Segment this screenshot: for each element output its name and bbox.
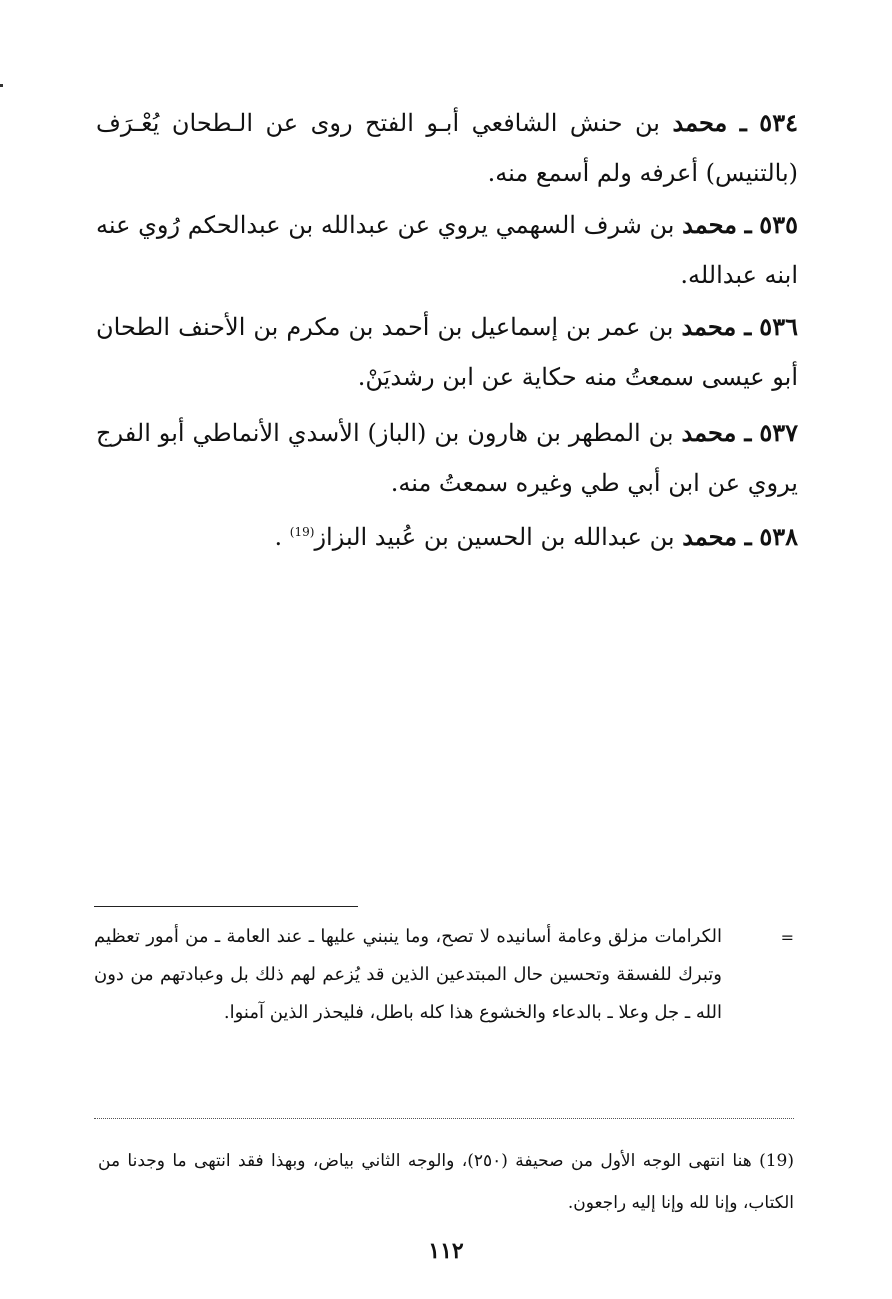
entry-text: بن شرف السهمي يروي عن عبدالله بن عبدالحكم رُوي عنه ابنه عبدالله. — [96, 211, 798, 289]
entry-dash: ـ — [744, 210, 752, 239]
entry-dash: ـ — [739, 108, 747, 137]
entry-name: محمد — [682, 522, 738, 551]
entry-name: محمد — [681, 418, 737, 447]
footnote-number: (19) — [759, 1151, 795, 1171]
entry-number: ٥٣٨ — [759, 522, 798, 551]
entry-number: ٥٣٤ — [759, 108, 798, 137]
entry-text: بن عبدالله بن الحسين بن عُبيد البزاز — [314, 523, 675, 551]
footnote-19 — [98, 1140, 794, 1224]
entry-534 — [96, 98, 798, 198]
entry-name: محمد — [672, 108, 728, 137]
footnote-dotted-separator — [94, 1118, 794, 1119]
footnote-text: هنا انتهى الوجه الأول من صحيفة (٢٥٠)، والوجه الثاني بياض، وبهذا فقد انتهى ما وجدنا من الكتاب، وإنا لله وإنا إليه راجعون. — [98, 1151, 794, 1213]
entry-text: بن المطهر بن هارون بن (الباز) الأسدي الأنماطي أبو الفرج يروي عن ابن أبي طي وغيره سمعتُ منه. — [96, 419, 798, 497]
entry-dash: ـ — [744, 312, 752, 341]
continuation-mark: = — [780, 928, 794, 947]
entry-name: محمد — [682, 210, 737, 239]
entry-536 — [96, 302, 798, 402]
entry-tail: . — [274, 523, 290, 551]
entry-535 — [96, 200, 798, 300]
entry-538 — [96, 512, 798, 562]
footnote-reference[interactable]: (19) — [289, 525, 315, 539]
entry-name: محمد — [681, 312, 737, 341]
entry-number: ٥٣٦ — [759, 312, 798, 341]
entry-text: بن حنش الشافعي أبـو الفتح روى عن الـطحان يُعْـرَف (بالتنيس) أعرفه ولم أسمع منه. — [96, 109, 798, 187]
entry-537 — [96, 408, 798, 508]
scan-speck — [0, 84, 3, 87]
continued-note: الكرامات مزلق وعامة أسانيده لا تصح، وما ينبني عليها ـ عند العامة ـ من أمور تعظيم وتبرك للفسقة وتحسين حال المبتدعين الذين قد يُزعم لهم ذلك بل وعبادتهم من دون الله ـ جل وعلا ـ بالدعاء والخشوع هذا كله باطل، فليحذر الذين آمنوا. — [94, 926, 722, 1023]
entry-number: ٥٣٥ — [759, 210, 798, 239]
entry-dash: ـ — [744, 522, 752, 551]
page-number: ١١٢ — [428, 1238, 464, 1264]
entry-dash: ـ — [744, 418, 752, 447]
entry-number: ٥٣٧ — [759, 418, 798, 447]
footnote-separator-rule — [94, 906, 358, 907]
entry-text: بن عمر بن إسماعيل بن أحمد بن مكرم بن الأحنف الطحان أبو عيسى سمعتُ منه حكاية عن ابن رشديَنْ. — [96, 313, 798, 391]
